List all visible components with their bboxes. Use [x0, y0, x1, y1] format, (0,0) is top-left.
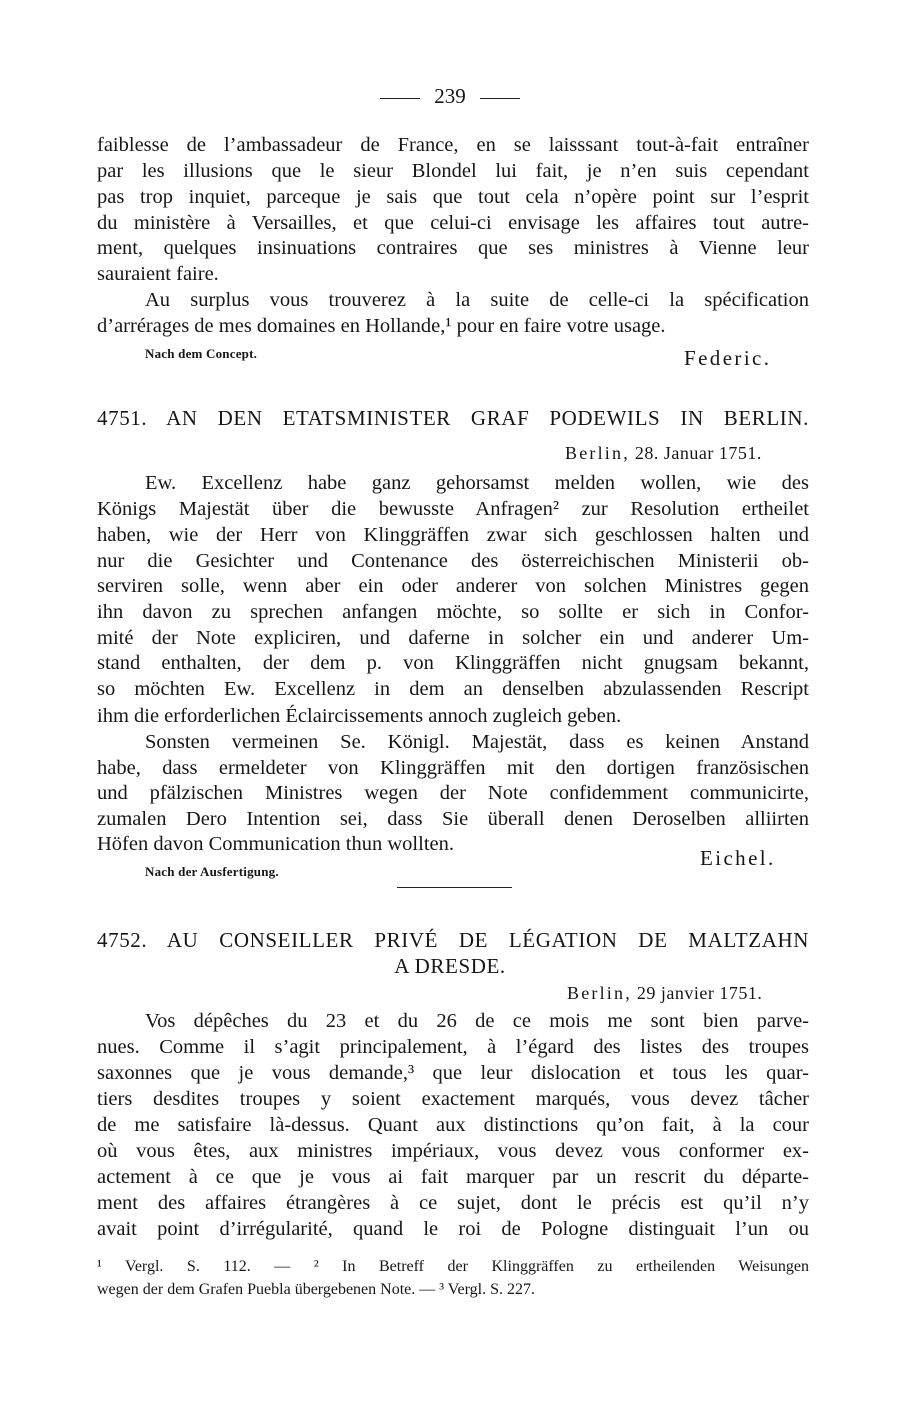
text-line: habe, dass ermeldeter von Klinggräffen mit den dortigen französischen — [97, 757, 809, 779]
text-line: sauraient faire. — [97, 263, 219, 285]
dateline-place: Berlin, — [567, 983, 632, 1003]
text-line: nues. Comme il s’agit principalement, à l’égard des listes des troupes — [97, 1036, 809, 1058]
dateline-date: 29 janvier 1751. — [636, 983, 763, 1003]
text-line: Au surplus vous trouverez à la suite de celle-ci la spécification — [145, 289, 809, 311]
header-dash-left — [380, 98, 420, 99]
text-line: tiers desdites troupes y soient exactement marqués, vous devez tâcher — [97, 1088, 809, 1110]
letter-heading: 4752. AU CONSEILLER PRIVÉ DE LÉGATION DE MALTZAHN — [97, 928, 809, 952]
footnote-line: wegen der dem Grafen Puebla übergebenen Note. — ³ Vergl. S. 227. — [97, 1281, 536, 1298]
text-line: stand enthalten, der dem p. von Klinggräffen nicht gnugsam bekannt, — [97, 652, 809, 674]
signature: Eichel. — [700, 846, 776, 870]
text-line: pas trop inquiet, parceque je sais que tout cela n’opère point sur l’esprit — [97, 186, 809, 208]
text-line: avait point d’irrégularité, quand le roi de Pologne distinguait l’un ou — [97, 1218, 809, 1240]
page-number — [0, 84, 900, 109]
text-line: Ew. Excellenz habe ganz gehorsamst melden wollen, wie des — [145, 472, 809, 494]
header-dash-right — [480, 98, 520, 99]
text-line: saxonnes que je vous demande,³ que leur dislocation et tous les quar- — [97, 1062, 809, 1084]
footnote-line: ¹ Vergl. S. 112. — ² In Betreff der Klinggräffen zu ertheilenden Weisungen — [97, 1258, 809, 1275]
section-divider — [397, 887, 512, 888]
text-line: ment des affaires étrangères à ce sujet, dont le précis est qu’il n’y — [97, 1192, 809, 1214]
text-line: ihm die erforderlichen Éclaircissements annoch zugleich geben. — [97, 705, 622, 727]
text-line: Höfen davon Communication thun wollten. — [97, 833, 454, 855]
dateline-date: 28. Januar 1751. — [634, 443, 762, 463]
text-line: faiblesse de l’ambassadeur de France, en se laisssant tout-à-fait entraîner — [97, 134, 809, 156]
dateline — [565, 443, 762, 464]
text-line: d’arrérages de mes domaines en Hollande,¹ pour en faire votre usage. — [97, 315, 666, 337]
text-line: Vos dépêches du 23 et du 26 de ce mois me sont bien parve- — [145, 1010, 809, 1032]
text-line: ment, quelques insinuations contraires que ses ministres à Vienne leur — [97, 237, 809, 259]
signature: Federic. — [684, 346, 772, 370]
page-number-text: 239 — [434, 84, 466, 108]
text-line: ihn davon zu sprechen anfangen möchte, so sollte er sich in Confor- — [97, 601, 809, 623]
text-line: où vous êtes, aux ministres impériaux, vous devez vous conformer ex- — [97, 1140, 809, 1162]
text-line: serviren solle, wenn aber ein oder anderer von solchen Ministres gegen — [97, 575, 809, 597]
text-line: Königs Majestät über die bewusste Anfragen² zur Resolution ertheilet — [97, 498, 809, 520]
dateline-place: Berlin, — [565, 443, 630, 463]
text-line: und pfälzischen Ministres wegen der Note confidemment communicirte, — [97, 782, 809, 804]
text-line: de me satisfaire là-dessus. Quant aux distinctions qu’on fait, à la cour — [97, 1114, 809, 1136]
source-note: Nach dem Concept. — [145, 346, 258, 361]
dateline — [567, 983, 762, 1004]
source-note: Nach der Ausfertigung. — [145, 864, 279, 879]
text-line: Sonsten vermeinen Se. Königl. Majestät, dass es keinen Anstand — [145, 731, 809, 753]
text-line: mité der Note expliciren, und daferne in solcher ein und anderer Um- — [97, 627, 809, 649]
text-line: nur die Gesichter und Contenance des österreichischen Ministerii ob- — [97, 550, 809, 572]
letter-heading: 4751. AN DEN ETATSMINISTER GRAF PODEWILS IN BERLIN. — [97, 406, 809, 430]
text-line: du ministère à Versailles, et que celui-ci envisage les affaires tout autre- — [97, 212, 809, 234]
letter-heading-continued: A DRESDE. — [394, 954, 506, 978]
text-line: actement à ce que je vous ai fait marquer par un rescrit du départe- — [97, 1166, 809, 1188]
text-line: haben, wie der Herr von Klinggräffen zwar sich geschlossen halten und — [97, 524, 809, 546]
text-line: par les illusions que le sieur Blondel lui fait, je n’en suis cependant — [97, 160, 809, 182]
text-line: zumalen Dero Intention sei, dass Sie überall denen Deroselben alliirten — [97, 808, 809, 830]
text-line: so möchten Ew. Excellenz in dem an denselben abzulassenden Rescript — [97, 678, 809, 700]
